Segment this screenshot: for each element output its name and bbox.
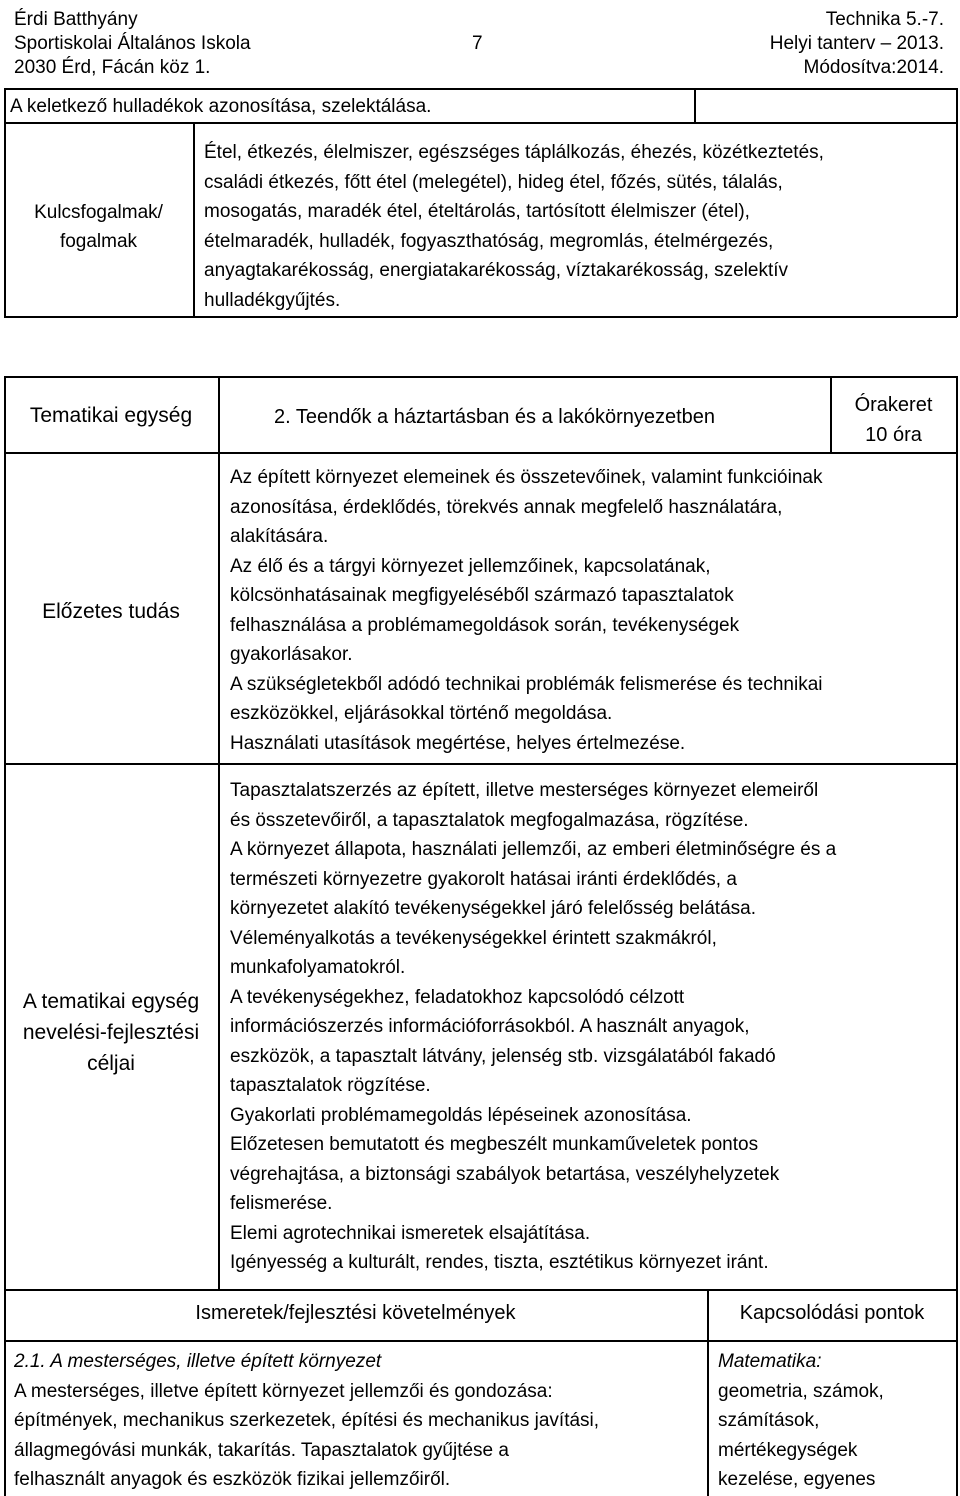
text-line: A környezet állapota, használati jellemzői, az emberi életminőségre és a [230, 839, 837, 860]
text-line: számítások, [718, 1410, 820, 1431]
text-line: Elemi agrotechnikai ismeretek elsajátítása. [230, 1222, 591, 1244]
text-line: állagmegóvási munkák, takarítás. Tapasztalatok gyűjtése a [14, 1439, 509, 1461]
unit-title [274, 406, 715, 429]
text-line: mosogatás, maradék étel, ételtárolás, tartósított élelmiszer (étel), [204, 201, 750, 222]
text-line: családi étkezés, főtt étel (melegétel), hideg étel, főzés, sütés, tálalás, [204, 171, 783, 193]
hours-label: Órakeret [854, 394, 933, 416]
text-line: építmények, mechanikus szerkezetek, építési és mechanikus javítási, [14, 1410, 600, 1431]
text-line: felhasznált anyagok és eszközök fizikai jellemzőiről. [14, 1469, 451, 1490]
text-line: Tapasztalatszerzés az épített, illetve mesterséges környezet elemeiről [230, 780, 819, 801]
school-name-line2: Sportiskolai Általános Iskola [14, 33, 251, 54]
connections-text [718, 1347, 954, 1495]
connection-subject: Matematika: [718, 1351, 822, 1372]
text-line: hulladékgyűjtés. [204, 289, 341, 311]
page-number: 7 [472, 33, 483, 54]
text-line: munkafolyamatokról. [230, 957, 406, 978]
subject-title: Technika 5.-7. [825, 9, 944, 30]
key-concepts-label-line1: Kulcsfogalmak/ [34, 202, 163, 223]
text-line: azonosítása, érdeklődés, törekvés annak megfelelő használatára, [230, 496, 783, 518]
school-header [14, 8, 251, 80]
text-line: A mesterséges, illetve épített környezet jellemzői és gondozása: [14, 1380, 553, 1402]
unit-label: Tematikai egység [29, 404, 193, 427]
text-line: környezetet alakító tevékenységekkel járó felelősség belátása. [230, 898, 756, 919]
text-line: Előzetesen bemutatott és megbeszélt munkaműveletek pontos [230, 1134, 759, 1155]
text-line: Étel, étkezés, élelmiszer, egészséges táplálkozás, éhezés, közétkeztetés, [204, 142, 824, 163]
key-concepts-label-line2: fogalmak [59, 231, 138, 252]
hours-box [830, 390, 957, 450]
text-line: ételmaradék, hulladék, fogyaszthatóság, megromlás, ételmérgezés, [204, 230, 774, 252]
text-line: felhasználása a problémamegoldások során, tevékenységek [230, 614, 740, 636]
goals-text [230, 776, 952, 1278]
document-meta [770, 8, 944, 80]
hours-value: 10 óra [865, 424, 922, 446]
goals-label-line3: céljai [87, 1052, 135, 1075]
text-line: tapasztalatok rögzítése. [230, 1075, 431, 1096]
text-line: eszközök, a tapasztalt látvány, jelenség stb. vizsgálatából fakadó [230, 1045, 776, 1067]
school-address: 2030 Érd, Fácán köz 1. [14, 57, 211, 78]
requirements-header: Ismeretek/fejlesztési követelmények [195, 1302, 516, 1324]
text-line: eszközökkel, eljárásokkal történő megoldása. [230, 703, 613, 724]
text-line: A szükségletekből adódó technikai problémák felismerése és technikai [230, 673, 823, 695]
text-line: alakítására. [230, 526, 329, 547]
text-line: geometria, számok, [718, 1380, 884, 1402]
text-line: anyagtakarékosság, energiatakarékosság, víztakarékosság, szelektív [204, 260, 789, 281]
text-line: Az élő és a tárgyi környezet jellemzőinek, kapcsolatának, [230, 555, 711, 577]
text-line: felismerése. [230, 1193, 333, 1214]
text-line: A tevékenységekhez, feladatokhoz kapcsolódó célzott [230, 986, 685, 1008]
text-line: információszerzés információforrásokból. A használt anyagok, [230, 1016, 750, 1037]
text-line: kezelése, egyenes [718, 1469, 876, 1490]
curriculum-label: Helyi tanterv – 2013. [769, 33, 944, 54]
text-line: mértékegységek [718, 1439, 858, 1461]
goals-label-line1: A tematikai egység [22, 990, 200, 1013]
requirements-text [14, 1347, 704, 1495]
text-line: Véleményalkotás a tevékenységekkel érintett szakmákról, [230, 927, 717, 949]
key-concepts-text [204, 138, 952, 315]
text-line: Gyakorlati problémamegoldás lépéseinek azonosítása. [230, 1104, 692, 1126]
prior-knowledge-text [230, 463, 952, 758]
text-line: végrehajtása, a biztonsági szabályok betartása, veszélyhelyzetek [230, 1163, 780, 1185]
prior-knowledge-label: Előzetes tudás [42, 600, 180, 623]
text-line: Az épített környezet elemeinek és összetevőinek, valamint funkcióinak [230, 467, 823, 488]
text-line: természeti környezetre gyakorolt hatásai iránti érdeklődés, a [230, 868, 737, 890]
school-name: Érdi Batthyány [14, 9, 138, 30]
goals-label-line2: nevelési-fejlesztési [22, 1021, 200, 1044]
text-line: és összetevőiről, a tapasztalatok megfogalmazása, rögzítése. [230, 809, 749, 831]
text-line: kölcsönhatásainak megfigyeléséből származó tapasztalatok [230, 585, 734, 606]
previous-row-text: A keletkező hulladékok azonosítása, szelektálása. [10, 96, 432, 117]
text-line: Használati utasítások megértése, helyes értelmezése. [230, 732, 686, 754]
connections-header: Kapcsolódási pontok [739, 1302, 925, 1324]
unit-title-text: 2. Teendők a háztartásban és a lakókörnyezetben [274, 406, 716, 428]
text-line: Igényesség a kulturált, rendes, tiszta, esztétikus környezet iránt. [230, 1252, 769, 1273]
goals-label [4, 986, 218, 1079]
section-title: 2.1. A mesterséges, illetve épített környezet [14, 1351, 382, 1372]
modified-date: Módosítva:2014. [803, 57, 944, 78]
text-line: gyakorlásakor. [230, 644, 353, 665]
key-concepts-label [4, 198, 193, 256]
